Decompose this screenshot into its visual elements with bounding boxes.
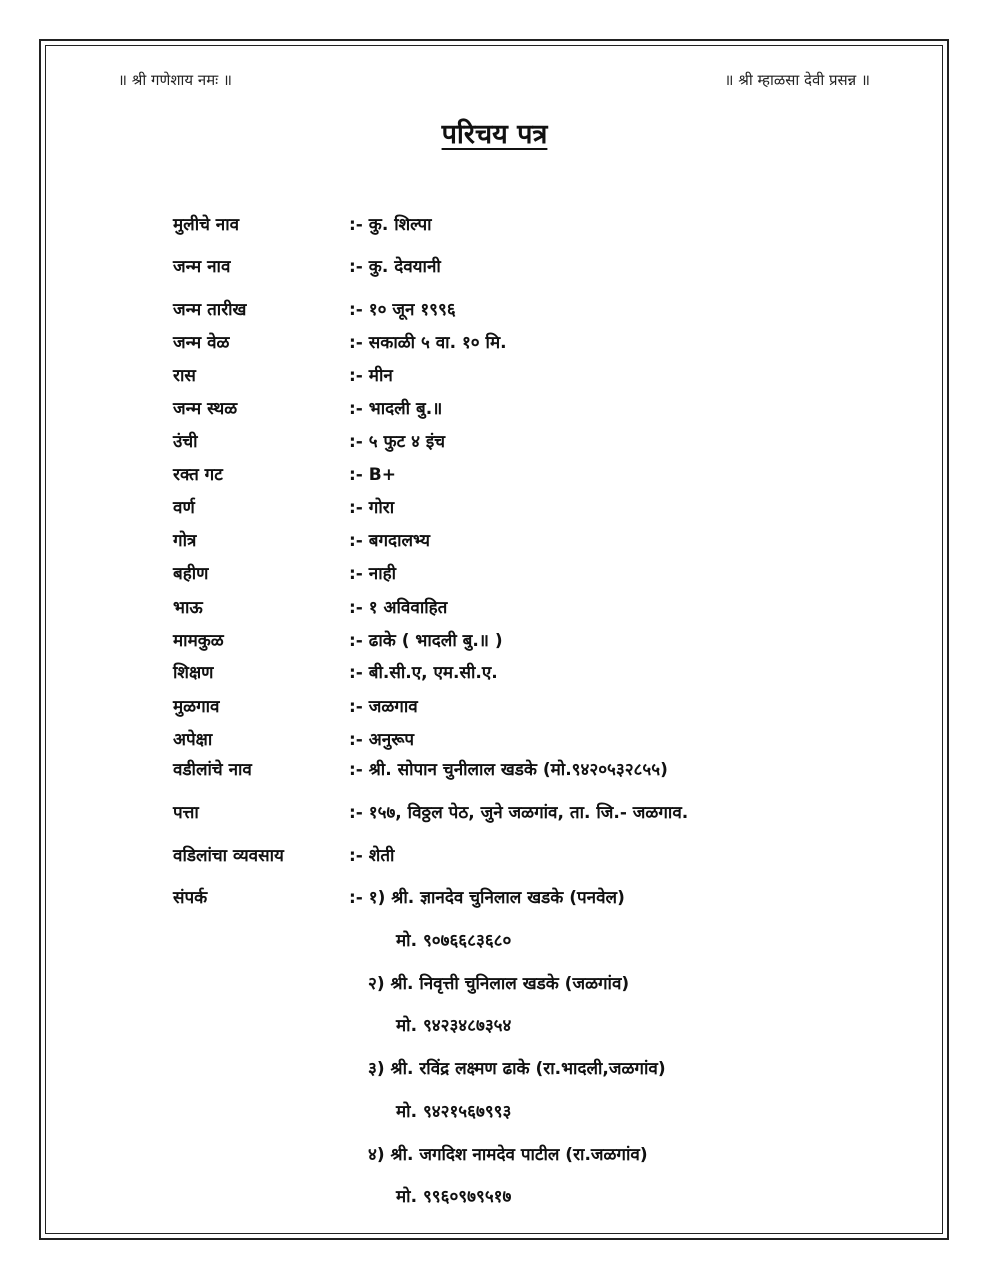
field-label: जन्म तारीख — [173, 300, 247, 320]
field-label: रक्त गट — [173, 465, 223, 485]
contact-label: संपर्क — [173, 888, 208, 908]
field-label: उंची — [173, 432, 198, 452]
field-value: :- भादली बु.॥ — [349, 399, 443, 419]
contact-mobile: मो. ९०७६६८३६८० — [396, 931, 512, 951]
field-label: अपेक्षा — [173, 730, 213, 750]
field-value: :- ढाके ( भादली बु.॥ ) — [349, 631, 503, 651]
field-label: बहीण — [173, 564, 209, 584]
contact-mobile: मो. ९४२३४८७३५४ — [396, 1016, 512, 1036]
field-value: :- कु. देवयानी — [349, 257, 441, 277]
page-title — [0, 114, 989, 151]
field-label: जन्म स्थळ — [173, 399, 238, 419]
field-label: मामकुळ — [173, 631, 224, 651]
field-label: मुलीचे नाव — [173, 215, 240, 235]
field-value: :- शेती — [349, 846, 395, 866]
field-value: :- B+ — [349, 465, 396, 485]
contact-mobile: मो. ९४२१५६७९९३ — [396, 1102, 512, 1122]
field-value: :- नाही — [349, 564, 397, 584]
field-value: :- मीन — [349, 366, 393, 386]
field-label: रास — [173, 366, 196, 386]
field-value: :- सकाळी ५ वा. १० मि. — [349, 333, 507, 353]
field-value: :- श्री. सोपान चुनीलाल खडके (मो.९४२०५३२८५५) — [349, 760, 668, 780]
field-value: :- अनुरूप — [349, 730, 415, 750]
contact-person: ३) श्री. रविंद्र लक्ष्मण ढाके (रा.भादली,जळगांव) — [368, 1059, 666, 1079]
field-label: वडिलांचा व्यवसाय — [173, 846, 284, 866]
header-left-invocation: ॥ श्री गणेशाय नमः ॥ — [118, 71, 232, 89]
field-label: गोत्र — [173, 531, 197, 551]
field-label: शिक्षण — [173, 663, 214, 683]
field-label: वर्ण — [173, 498, 195, 518]
contact-person: ४) श्री. जगदिश नामदेव पाटील (रा.जळगांव) — [368, 1145, 648, 1165]
field-value: :- गोरा — [349, 498, 395, 518]
page-title-text: परिचय पत्र — [441, 119, 548, 150]
field-value: :- १५७, विठ्ठल पेठ, जुने जळगांव, ता. जि.- जळगाव. — [349, 803, 689, 823]
field-value: :- कु. शिल्पा — [349, 215, 432, 235]
field-value: :- बगदालभ्य — [349, 531, 430, 551]
field-label: मुळगाव — [173, 697, 220, 717]
header-right-invocation: ॥ श्री म्हाळसा देवी प्रसन्न ॥ — [724, 71, 870, 89]
field-value: :- जळगाव — [349, 697, 418, 717]
field-label: पत्ता — [173, 803, 199, 823]
field-value: :- बी.सी.ए, एम.सी.ए. — [349, 663, 498, 683]
field-value: :- १० जून १९९६ — [349, 300, 456, 320]
contact-person: :- १) श्री. ज्ञानदेव चुनिलाल खडके (पनवेल) — [349, 888, 625, 908]
field-value: :- १ अविवाहित — [349, 598, 448, 618]
contact-person: २) श्री. निवृत्ती चुनिलाल खडके (जळगांव) — [368, 974, 630, 994]
contact-mobile: मो. ९९६०९७९५१७ — [396, 1187, 512, 1207]
field-label: जन्म वेळ — [173, 333, 230, 353]
field-label: जन्म नाव — [173, 257, 231, 277]
field-label: भाऊ — [173, 598, 203, 618]
field-label: वडीलांचे नाव — [173, 760, 252, 780]
field-value: :- ५ फुट ४ इंच — [349, 432, 446, 452]
